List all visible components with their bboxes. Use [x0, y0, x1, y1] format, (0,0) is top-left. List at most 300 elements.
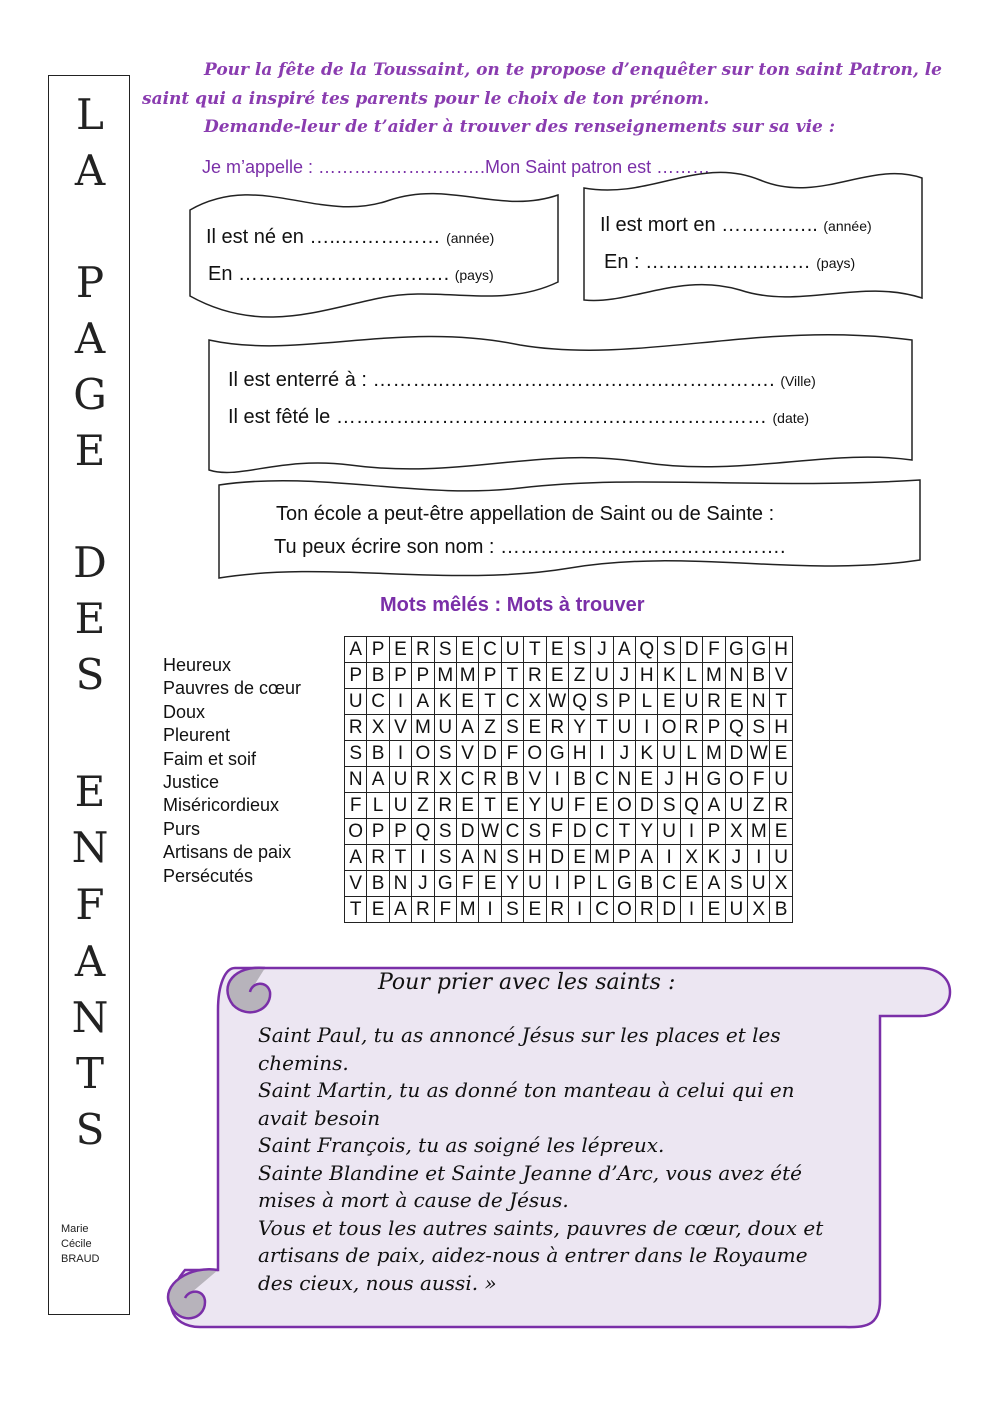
title-letter: T — [75, 1049, 104, 1098]
grid-cell[interactable]: B — [367, 663, 389, 689]
grid-row — [345, 637, 793, 663]
grid-cell[interactable]: Y — [501, 871, 523, 897]
born-year-label: Il est né en …..…………… — [206, 226, 441, 248]
grid-cell[interactable]: O — [345, 819, 367, 845]
prayer-line: Saint Martin, tu as donné ton manteau à celui qui en — [258, 1078, 795, 1102]
grid-cell[interactable]: U — [725, 793, 747, 819]
grid-row — [345, 715, 793, 741]
word-item: Purs — [163, 818, 201, 839]
grid-cell[interactable]: O — [725, 767, 747, 793]
grid-cell[interactable]: S — [501, 845, 523, 871]
grid-cell[interactable]: C — [591, 897, 613, 923]
grid-cell[interactable]: I — [546, 871, 568, 897]
born-year-unit: (année) — [446, 230, 495, 246]
intro-line-1: Pour la fête de la Toussaint, on te propose d’enquêter sur ton saint Patron, le — [204, 60, 942, 80]
grid-cell[interactable]: U — [345, 689, 367, 715]
grid-row — [345, 845, 793, 871]
grid-cell[interactable]: X — [680, 845, 702, 871]
grid-cell[interactable]: N — [725, 663, 747, 689]
grid-cell[interactable]: C — [501, 689, 523, 715]
grid-cell[interactable]: P — [479, 663, 501, 689]
grid-cell[interactable]: U — [770, 767, 792, 793]
grid-cell[interactable]: E — [568, 845, 590, 871]
grid-cell[interactable]: T — [479, 793, 501, 819]
grid-cell[interactable]: M — [703, 741, 725, 767]
title-letter: E — [74, 767, 106, 816]
grid-cell[interactable]: S — [658, 637, 680, 663]
grid-cell[interactable]: S — [725, 871, 747, 897]
title-letter: A — [74, 937, 106, 986]
grid-cell[interactable]: N — [479, 845, 501, 871]
grid-cell[interactable]: F — [456, 871, 478, 897]
grid-cell[interactable]: A — [345, 845, 367, 871]
title-letter: G — [73, 370, 107, 419]
grid-cell[interactable]: T — [501, 663, 523, 689]
grid-cell[interactable]: B — [367, 741, 389, 767]
intro-line-3: Demande-leur de t’aider à trouver des renseignements sur sa vie : — [204, 117, 836, 137]
grid-cell[interactable]: F — [434, 897, 456, 923]
grid-cell[interactable]: I — [680, 819, 702, 845]
feast-date-label: Il est fêté le ………….………………………….………………… — [228, 406, 767, 428]
word-item: Persécutés — [163, 865, 254, 886]
grid-cell[interactable]: P — [613, 845, 635, 871]
grid-cell[interactable]: R — [524, 663, 546, 689]
grid-cell[interactable]: L — [636, 689, 658, 715]
prayer-text — [258, 1022, 823, 1297]
grid-cell[interactable]: E — [389, 637, 411, 663]
grid-cell[interactable]: R — [479, 767, 501, 793]
grid-cell[interactable]: P — [367, 637, 389, 663]
grid-cell[interactable]: T — [345, 897, 367, 923]
grid-cell[interactable]: A — [412, 689, 434, 715]
grid-cell[interactable]: V — [389, 715, 411, 741]
grid-cell[interactable]: M — [456, 897, 478, 923]
grid-cell[interactable]: E — [501, 793, 523, 819]
grid-cell[interactable]: K — [658, 663, 680, 689]
grid-cell[interactable]: U — [725, 897, 747, 923]
grid-cell[interactable]: I — [389, 741, 411, 767]
grid-cell[interactable]: B — [501, 767, 523, 793]
prayer-line: des cieux, nous aussi. » — [258, 1270, 497, 1295]
word-item: Heureux — [163, 655, 232, 675]
grid-cell[interactable]: O — [412, 741, 434, 767]
born-country-field[interactable] — [208, 263, 494, 286]
title-letter: A — [74, 314, 106, 363]
grid-cell[interactable]: H — [636, 663, 658, 689]
word-list — [163, 654, 301, 888]
grid-cell[interactable]: S — [501, 897, 523, 923]
prayer-line: Saint François, tu as soigné les lépreux. — [258, 1133, 665, 1157]
grid-cell[interactable]: I — [680, 897, 702, 923]
grid-cell[interactable]: B — [770, 897, 792, 923]
school-frame — [219, 480, 920, 578]
grid-cell[interactable]: P — [412, 663, 434, 689]
born-year-field[interactable] — [206, 226, 494, 249]
grid-cell[interactable]: B — [367, 871, 389, 897]
grid-cell[interactable]: J — [658, 767, 680, 793]
grid-cell[interactable]: R — [367, 845, 389, 871]
grid-cell[interactable]: E — [703, 897, 725, 923]
grid-cell[interactable]: S — [501, 715, 523, 741]
grid-cell[interactable]: E — [456, 689, 478, 715]
grid-cell[interactable]: X — [434, 767, 456, 793]
grid-cell[interactable]: U — [613, 715, 635, 741]
grid-cell[interactable]: R — [412, 637, 434, 663]
grid-cell[interactable]: X — [770, 871, 792, 897]
grid-cell[interactable]: U — [680, 689, 702, 715]
grid-cell[interactable]: V — [524, 767, 546, 793]
grid-cell[interactable]: B — [568, 767, 590, 793]
school-line-1: Ton école a peut-être appellation de Saint ou de Sainte : — [276, 503, 775, 525]
grid-cell[interactable]: V — [770, 663, 792, 689]
grid-cell[interactable]: L — [680, 663, 702, 689]
grid-cell[interactable]: D — [546, 845, 568, 871]
grid-cell[interactable]: A — [613, 637, 635, 663]
grid-cell[interactable]: S — [658, 793, 680, 819]
grid-cell[interactable]: E — [456, 637, 478, 663]
grid-cell[interactable]: R — [770, 793, 792, 819]
grid-cell[interactable]: M — [748, 819, 770, 845]
title-letter: P — [75, 258, 105, 307]
grid-cell[interactable]: I — [389, 689, 411, 715]
grid-cell[interactable]: E — [636, 767, 658, 793]
grid-cell[interactable]: E — [680, 871, 702, 897]
word-item: Pauvres de cœur — [163, 678, 302, 699]
word-item: Faim et soif — [163, 748, 257, 769]
grid-cell[interactable]: L — [680, 741, 702, 767]
grid-row — [345, 741, 793, 767]
grid-cell[interactable]: I — [658, 845, 680, 871]
grid-cell[interactable]: T — [613, 819, 635, 845]
grid-cell[interactable]: Z — [748, 793, 770, 819]
grid-cell[interactable]: Q — [412, 819, 434, 845]
grid-row — [345, 871, 793, 897]
prayer-line: mises à mort à cause de Jésus. — [258, 1188, 569, 1212]
grid-cell[interactable]: T — [524, 637, 546, 663]
grid-cell[interactable]: R — [636, 897, 658, 923]
grid-cell[interactable]: H — [680, 767, 702, 793]
grid-cell[interactable]: P — [389, 663, 411, 689]
grid-cell[interactable]: E — [658, 689, 680, 715]
died-year-field[interactable] — [600, 214, 872, 237]
grid-cell[interactable]: D — [636, 793, 658, 819]
died-country-field[interactable] — [604, 251, 855, 274]
grid-cell[interactable]: X — [367, 715, 389, 741]
prayer-line: Sainte Blandine et Sainte Jeanne d’Arc, vous avez été — [258, 1160, 802, 1185]
grid-cell[interactable]: S — [434, 741, 456, 767]
grid-cell[interactable]: J — [591, 637, 613, 663]
grid-cell[interactable]: Q — [636, 637, 658, 663]
grid-cell[interactable]: P — [345, 663, 367, 689]
grid-cell[interactable]: D — [568, 819, 590, 845]
grid-cell[interactable]: E — [546, 637, 568, 663]
prayer-line: avait besoin — [258, 1105, 381, 1130]
grid-cell[interactable]: J — [613, 663, 635, 689]
grid-cell[interactable]: I — [546, 767, 568, 793]
grid-cell[interactable]: C — [367, 689, 389, 715]
prayer-line: chemins. — [258, 1050, 349, 1075]
grid-cell[interactable]: Y — [524, 793, 546, 819]
prayer-line: Saint Paul, tu as annoncé Jésus sur les places et les — [258, 1023, 781, 1047]
grid-cell[interactable]: I — [568, 897, 590, 923]
word-item: Miséricordieux — [163, 795, 280, 816]
feast-date-field[interactable] — [228, 406, 809, 429]
grid-cell[interactable]: Y — [636, 819, 658, 845]
grid-cell[interactable]: E — [524, 897, 546, 923]
author-first: Marie — [61, 1223, 89, 1235]
died-country-unit: (pays) — [816, 255, 856, 271]
grid-cell[interactable]: I — [479, 897, 501, 923]
grid-cell[interactable]: C — [591, 819, 613, 845]
grid-cell[interactable]: M — [456, 663, 478, 689]
grid-cell[interactable]: S — [434, 819, 456, 845]
grid-cell[interactable]: V — [345, 871, 367, 897]
feast-date-unit: (date) — [772, 410, 810, 426]
grid-cell[interactable]: R — [412, 767, 434, 793]
grid-cell[interactable]: F — [703, 637, 725, 663]
buried-city-unit: (Ville) — [780, 373, 816, 389]
grid-row — [345, 819, 793, 845]
grid-cell[interactable]: R — [546, 715, 568, 741]
grid-cell[interactable]: I — [591, 741, 613, 767]
grid-cell[interactable]: A — [703, 793, 725, 819]
died-year-unit: (année) — [823, 218, 872, 234]
died-country-label: En : ……………….…… — [604, 251, 811, 273]
grid-cell[interactable]: H — [770, 637, 792, 663]
grid-cell[interactable]: G — [434, 871, 456, 897]
grid-cell[interactable]: D — [658, 897, 680, 923]
grid-cell[interactable]: Q — [725, 715, 747, 741]
grid-cell[interactable]: I — [636, 715, 658, 741]
title-letter: A — [74, 146, 106, 195]
born-frame — [190, 194, 558, 317]
grid-cell[interactable]: K — [703, 845, 725, 871]
grid-cell[interactable]: N — [748, 689, 770, 715]
grid-cell[interactable]: J — [412, 871, 434, 897]
grid-row — [345, 767, 793, 793]
grid-row — [345, 793, 793, 819]
grid-cell[interactable]: A — [703, 871, 725, 897]
grid-cell[interactable]: M — [434, 663, 456, 689]
grid-cell[interactable]: B — [748, 663, 770, 689]
died-year-label: Il est mort en ……….….. — [600, 214, 818, 236]
grid-cell[interactable]: G — [703, 767, 725, 793]
grid-cell[interactable]: A — [367, 767, 389, 793]
grid-cell[interactable]: D — [680, 637, 702, 663]
grid-cell[interactable]: Z — [412, 793, 434, 819]
grid-cell[interactable]: H — [524, 845, 546, 871]
grid-cell[interactable]: W — [748, 741, 770, 767]
grid-cell[interactable]: U — [524, 871, 546, 897]
grid-cell[interactable]: M — [703, 663, 725, 689]
grid-cell[interactable]: H — [770, 715, 792, 741]
title-letter: F — [75, 880, 105, 929]
grid-cell[interactable]: R — [546, 897, 568, 923]
grid-cell[interactable]: U — [389, 767, 411, 793]
grid-cell[interactable]: Q — [680, 793, 702, 819]
grid-cell[interactable]: S — [524, 819, 546, 845]
grid-cell[interactable]: I — [748, 845, 770, 871]
grid-cell[interactable]: E — [770, 741, 792, 767]
title-letter: S — [75, 650, 105, 699]
grid-cell[interactable]: J — [725, 845, 747, 871]
intro-line-2: saint qui a inspiré tes parents pour le choix de ton prénom. — [142, 89, 710, 109]
grid-cell[interactable]: O — [658, 715, 680, 741]
word-search-grid[interactable] — [344, 636, 793, 923]
grid-cell[interactable]: A — [345, 637, 367, 663]
grid-cell[interactable]: T — [479, 689, 501, 715]
buried-frame — [209, 335, 912, 473]
grid-cell[interactable]: M — [412, 715, 434, 741]
grid-cell[interactable]: P — [703, 819, 725, 845]
grid-cell[interactable]: O — [613, 897, 635, 923]
grid-cell[interactable]: N — [345, 767, 367, 793]
grid-cell[interactable]: K — [636, 741, 658, 767]
grid-cell[interactable]: X — [748, 897, 770, 923]
grid-row — [345, 689, 793, 715]
grid-cell[interactable]: C — [479, 637, 501, 663]
title-letter: N — [71, 823, 109, 872]
grid-cell[interactable]: P — [703, 715, 725, 741]
grid-cell[interactable]: Y — [568, 715, 590, 741]
grid-cell[interactable]: U — [501, 637, 523, 663]
grid-cell[interactable]: R — [680, 715, 702, 741]
word-item: Justice — [163, 772, 220, 793]
grid-cell[interactable]: E — [479, 871, 501, 897]
grid-cell[interactable]: B — [636, 871, 658, 897]
grid-cell[interactable]: E — [770, 819, 792, 845]
grid-cell[interactable]: U — [770, 845, 792, 871]
grid-cell[interactable]: D — [479, 741, 501, 767]
grid-cell[interactable]: S — [434, 845, 456, 871]
grid-cell[interactable]: E — [591, 793, 613, 819]
grid-cell[interactable]: O — [613, 793, 635, 819]
grid-cell[interactable]: S — [345, 741, 367, 767]
grid-cell[interactable]: T — [591, 715, 613, 741]
grid-cell[interactable]: D — [456, 819, 478, 845]
grid-cell[interactable]: A — [389, 897, 411, 923]
prayer-line: artisans de paix, aidez-nous à entrer dans le Royaume — [258, 1243, 808, 1267]
word-search-title: Mots mêlés : Mots à trouver — [380, 594, 645, 616]
grid-cell[interactable]: P — [389, 819, 411, 845]
grid-cell[interactable]: G — [546, 741, 568, 767]
grid-row — [345, 663, 793, 689]
grid-cell[interactable]: R — [412, 897, 434, 923]
grid-cell[interactable]: W — [546, 689, 568, 715]
grid-cell[interactable]: A — [636, 845, 658, 871]
grid-cell[interactable]: F — [501, 741, 523, 767]
grid-cell[interactable]: P — [568, 871, 590, 897]
grid-cell[interactable]: G — [748, 637, 770, 663]
grid-cell[interactable]: F — [568, 793, 590, 819]
grid-cell[interactable]: X — [725, 819, 747, 845]
grid-cell[interactable]: R — [345, 715, 367, 741]
grid-cell[interactable]: E — [456, 793, 478, 819]
word-item: Artisans de paix — [163, 842, 292, 863]
grid-cell[interactable]: S — [434, 637, 456, 663]
grid-cell[interactable]: X — [524, 689, 546, 715]
grid-cell[interactable]: E — [367, 897, 389, 923]
grid-cell[interactable]: S — [748, 715, 770, 741]
grid-cell[interactable]: R — [703, 689, 725, 715]
grid-cell[interactable]: A — [456, 715, 478, 741]
title-letter: D — [73, 538, 107, 587]
grid-cell[interactable]: U — [748, 871, 770, 897]
buried-city-label: Il est enterré à : ………..…………………………….……………. — [228, 369, 775, 391]
grid-cell[interactable]: U — [658, 741, 680, 767]
grid-cell[interactable]: D — [725, 741, 747, 767]
grid-cell[interactable]: Q — [568, 689, 590, 715]
grid-cell[interactable]: C — [501, 819, 523, 845]
word-item: Doux — [163, 701, 206, 722]
grid-cell[interactable]: U — [591, 663, 613, 689]
grid-cell[interactable]: L — [367, 793, 389, 819]
grid-cell[interactable]: C — [658, 871, 680, 897]
grid-cell[interactable]: P — [613, 689, 635, 715]
grid-cell[interactable]: E — [524, 715, 546, 741]
grid-cell[interactable]: T — [770, 689, 792, 715]
grid-cell[interactable]: Z — [479, 715, 501, 741]
grid-cell[interactable]: O — [524, 741, 546, 767]
prayer-line: Vous et tous les autres saints, pauvres de cœur, doux et — [258, 1215, 824, 1240]
grid-cell[interactable]: W — [479, 819, 501, 845]
grid-row — [345, 897, 793, 923]
grid-cell[interactable]: C — [591, 767, 613, 793]
grid-cell[interactable]: S — [591, 689, 613, 715]
buried-city-field[interactable] — [228, 369, 816, 392]
title-letter: L — [76, 90, 104, 139]
school-name-field[interactable]: Tu peux écrire son nom : ……………………………………. — [274, 536, 786, 558]
title-letter: E — [74, 594, 106, 643]
prayer-title: Pour prier avec les saints : — [378, 970, 676, 995]
born-country-label: En ………….………………. — [208, 263, 450, 285]
grid-cell[interactable]: G — [725, 637, 747, 663]
grid-cell[interactable]: F — [546, 819, 568, 845]
grid-cell[interactable]: H — [568, 741, 590, 767]
grid-cell[interactable]: P — [367, 819, 389, 845]
grid-cell[interactable]: G — [613, 871, 635, 897]
author-middle: Cécile — [61, 1238, 92, 1250]
grid-cell[interactable]: Z — [568, 663, 590, 689]
grid-cell[interactable]: F — [748, 767, 770, 793]
grid-cell[interactable]: U — [389, 793, 411, 819]
grid-cell[interactable]: E — [546, 663, 568, 689]
word-item: Pleurent — [163, 725, 231, 746]
grid-cell[interactable]: C — [456, 767, 478, 793]
grid-cell[interactable]: K — [434, 689, 456, 715]
grid-cell[interactable]: N — [389, 871, 411, 897]
title-letter: S — [75, 1105, 105, 1154]
grid-cell[interactable]: M — [591, 845, 613, 871]
grid-cell[interactable]: T — [389, 845, 411, 871]
grid-cell[interactable]: J — [613, 741, 635, 767]
grid-cell[interactable]: E — [725, 689, 747, 715]
grid-cell[interactable]: V — [456, 741, 478, 767]
title-letter: E — [74, 426, 106, 475]
grid-cell[interactable]: F — [345, 793, 367, 819]
grid-cell[interactable]: U — [658, 819, 680, 845]
grid-cell[interactable]: S — [568, 637, 590, 663]
grid-cell[interactable]: A — [456, 845, 478, 871]
grid-cell[interactable]: U — [434, 715, 456, 741]
grid-cell[interactable]: L — [591, 871, 613, 897]
author-last: BRAUD — [61, 1253, 100, 1265]
grid-cell[interactable]: U — [546, 793, 568, 819]
grid-cell[interactable]: N — [613, 767, 635, 793]
name-line: Je m’appelle : ……………………….Mon Saint patron est ……… — [202, 157, 711, 177]
grid-cell[interactable]: I — [412, 845, 434, 871]
grid-cell[interactable]: R — [434, 793, 456, 819]
